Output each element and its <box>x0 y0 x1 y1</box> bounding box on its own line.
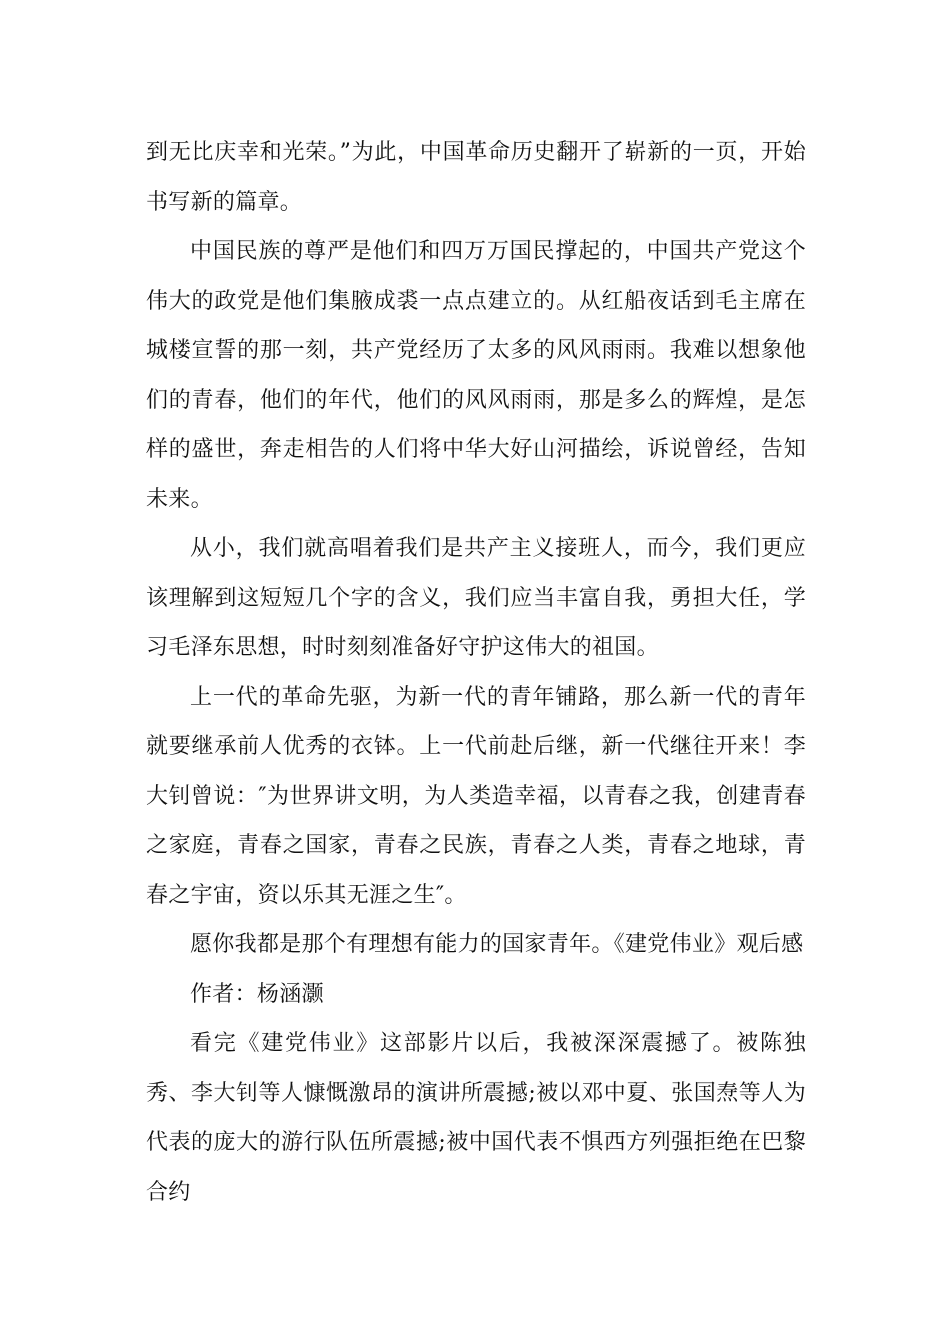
paragraph-wish-and-title: 愿你我都是那个有理想有能力的国家青年。《建党伟业》观后感 <box>190 932 804 957</box>
paragraph-continuation: 到无比庆幸和光荣。”为此，中国革命历史翻开了崭新的一页，开始书写新的篇章。 <box>146 140 806 215</box>
paragraph-revolution-pioneers: 上一代的革命先驱，为新一代的青年铺路，那么新一代的青年就要继承前人优秀的衣钵。上一代前赴后继，新一代继往开来！李大钊曾说：″为世界讲文明，为人类造幸福，以青春之我，创建青春之家庭，青春之国家，青春之民族，青春之人类，青春之地球，青春之宇宙，资以乐其无涯之生″。 <box>146 684 806 908</box>
paragraph-author: 作者：杨涵灏 <box>190 981 324 1007</box>
paragraph-review-opening: 看完《建党伟业》这部影片以后，我被深深震撼了。被陈独秀、李大钊等人慷慨激昂的演讲所震撼;被以邓中夏、张国焘等人为代表的庞大的游行队伍所震撼;被中国代表不惧西方列强拒绝在巴黎合约 <box>146 1031 806 1205</box>
paragraph-party-founding: 中国民族的尊严是他们和四万万国民撑起的，中国共产党这个伟大的政党是他们集腋成裘一点点建立的。从红船夜话到毛主席在城楼宣誓的那一刻，共产党经历了太多的风风雨雨。我难以想象他们的青春，他们的年代，他们的风风雨雨，那是多么的辉煌，是怎样的盛世，奔走相告的人们将中华大好山河描绘，诉说曾经，告知未来。 <box>146 239 806 512</box>
document-body <box>146 128 806 1217</box>
paragraph-successors: 从小，我们就高唱着我们是共产主义接班人，而今，我们更应该理解到这短短几个字的含义，我们应当丰富自我，勇担大任，学习毛泽东思想，时时刻刻准备好守护这伟大的祖国。 <box>146 536 806 660</box>
